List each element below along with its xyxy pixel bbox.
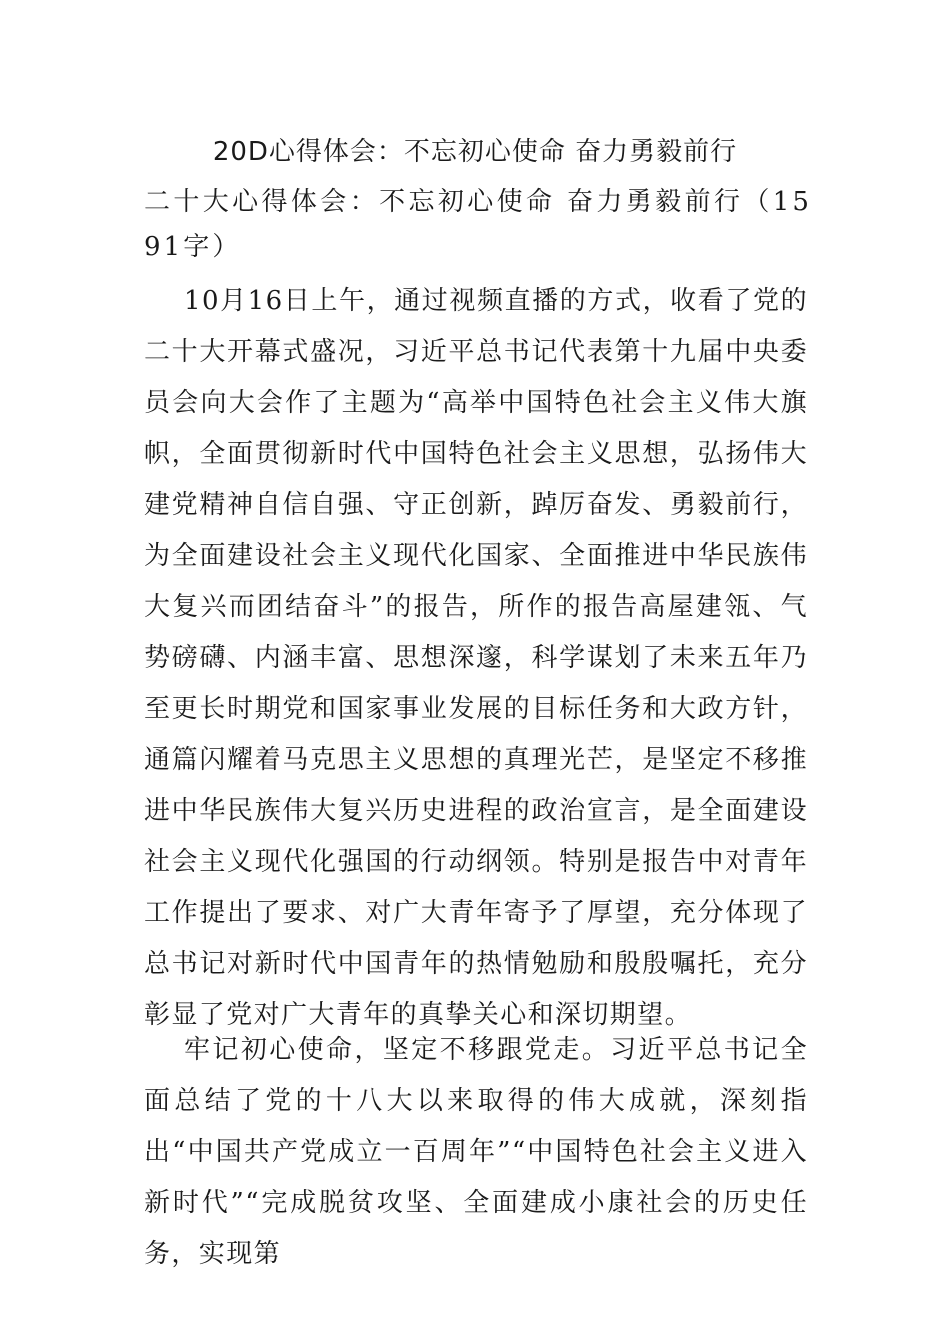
paragraph-2: 牢记初心使命，坚定不移跟党走。习近平总书记全面总结了党的十八大以来取得的伟大成就，深刻指出“中国共产党成立一百周年”“中国特色社会主义进入新时代”“完成脱贫攻坚、全面建成小康社会的历史任务，实现第 bbox=[144, 1035, 808, 1269]
document-subtitle: 二十大心得体会：不忘初心使命 奋力勇毅前行（1591字） bbox=[144, 187, 812, 262]
paragraph-1: 10月16日上午，通过视频直播的方式，收看了党的二十大开幕式盛况，习近平总书记代表第十九届中央委员会向大会作了主题为“高举中国特色社会主义伟大旗帜，全面贯彻新时代中国特色社会主义思想，弘扬伟大建党精神自信自强、守正创新，踔厉奋发、勇毅前行，为全面建设社会主义现代化国家、全面推进中华民族伟大复兴而团结奋斗”的报告，所作的报告高屋建瓴、气势磅礴、内涵丰富、思想深邃，科学谋划了未来五年乃至更长时期党和国家事业发展的目标任务和大政方针，通篇闪耀着马克思主义思想的真理光芒，是坚定不移推进中华民族伟大复兴历史进程的政治宣言，是全面建设社会主义现代化强国的行动纲领。特别是报告中对青年工作提出了要求、对广大青年寄予了厚望，充分体现了总书记对新时代中国青年的热情勉励和殷殷嘱托，充分彰显了党对广大青年的真挚关心和深切期望。 bbox=[144, 286, 808, 1030]
document-title: 20D心得体会：不忘初心使命 奋力勇毅前行 bbox=[212, 137, 738, 167]
